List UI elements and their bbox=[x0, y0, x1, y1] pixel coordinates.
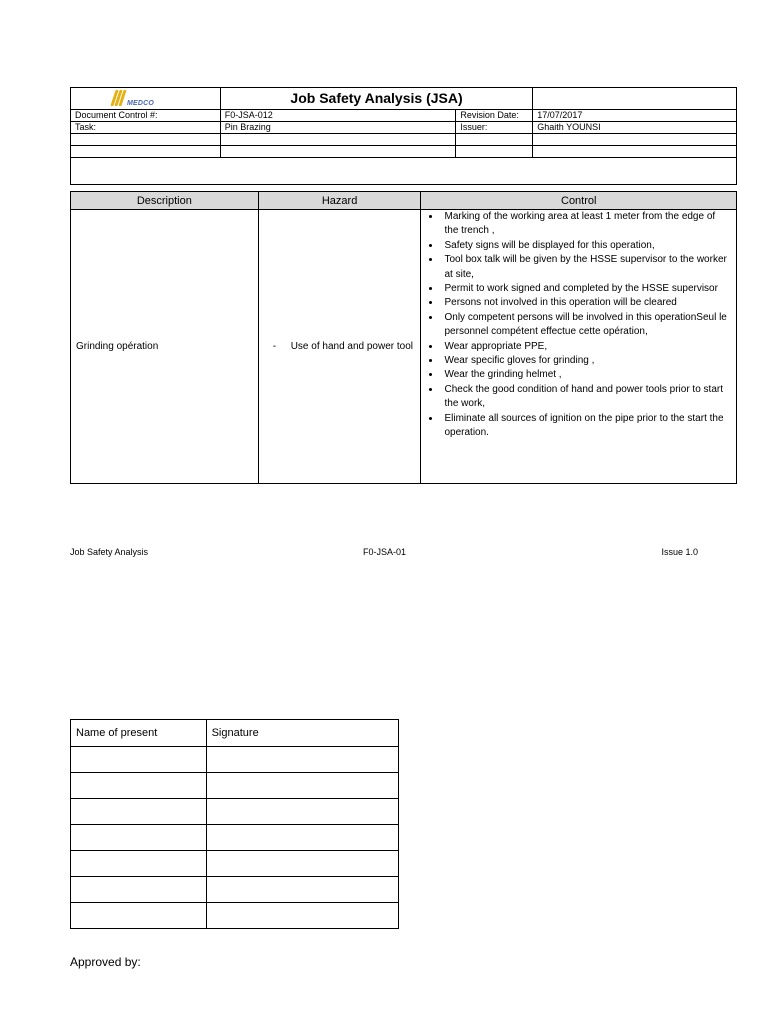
page-title: Job Safety Analysis (JSA) bbox=[220, 88, 533, 110]
logo-text: MEDCO bbox=[127, 100, 155, 107]
control-item: Only competent persons will be involved in this operationSeul le personnel compétent effectue cette opération, bbox=[444, 311, 731, 340]
description-cell: Grinding opération bbox=[71, 210, 259, 484]
control-item: Check the good condition of hand and power tools prior to start the work, bbox=[444, 383, 731, 412]
issuer-value: Ghaith YOUNSI bbox=[533, 122, 737, 134]
control-item: Tool box talk will be given by the HSSE supervisor to the worker at site, bbox=[444, 253, 731, 282]
table-row bbox=[71, 851, 399, 877]
document-control-value: F0-JSA-012 bbox=[220, 110, 456, 122]
column-header-hazard: Hazard bbox=[258, 192, 421, 210]
control-list bbox=[426, 210, 731, 441]
control-item: Marking of the working area at least 1 meter from the edge of the trench , bbox=[444, 210, 731, 239]
document-control-label: Document Control #: bbox=[71, 110, 221, 122]
medco-logo bbox=[75, 88, 216, 109]
control-item: Safety signs will be displayed for this operation, bbox=[444, 239, 731, 253]
footer-right: Issue 1.0 bbox=[661, 547, 698, 557]
control-item: Wear specific gloves for grinding , bbox=[444, 354, 731, 368]
task-value: Pin Brazing bbox=[220, 122, 456, 134]
approved-by-label: Approved by: bbox=[70, 955, 141, 969]
issuer-label: Issuer: bbox=[456, 122, 533, 134]
header-blank-row bbox=[71, 158, 737, 185]
hazard-cell bbox=[258, 210, 421, 484]
hazard-text: Use of hand and power tool bbox=[290, 341, 414, 352]
title-blank-cell bbox=[533, 88, 737, 110]
revision-date-value: 17/07/2017 bbox=[533, 110, 737, 122]
jsa-table bbox=[70, 191, 737, 484]
logo-cell bbox=[71, 88, 221, 110]
footer-left: Job Safety Analysis bbox=[70, 547, 149, 557]
table-row bbox=[71, 877, 399, 903]
attendance-table bbox=[70, 719, 399, 929]
header-table bbox=[70, 87, 737, 185]
hazard-dash: - bbox=[272, 341, 277, 352]
name-of-present-header: Name of present bbox=[71, 720, 207, 747]
footer-center: F0-JSA-01 bbox=[363, 547, 407, 557]
table-row bbox=[71, 747, 399, 773]
table-row bbox=[71, 903, 399, 929]
control-item: Wear the grinding helmet , bbox=[444, 368, 731, 382]
control-item: Eliminate all sources of ignition on the pipe prior to the start the operation. bbox=[444, 412, 731, 441]
control-item: Permit to work signed and completed by the HSSE supervisor bbox=[444, 282, 731, 296]
table-row bbox=[71, 825, 399, 851]
control-cell bbox=[421, 210, 737, 484]
revision-date-label: Revision Date: bbox=[456, 110, 533, 122]
control-item: Wear appropriate PPE, bbox=[444, 340, 731, 354]
column-header-description: Description bbox=[71, 192, 259, 210]
task-label: Task: bbox=[71, 122, 221, 134]
column-header-control: Control bbox=[421, 192, 737, 210]
signature-header: Signature bbox=[206, 720, 398, 747]
control-item: Persons not involved in this operation will be cleared bbox=[444, 296, 731, 310]
table-row bbox=[71, 799, 399, 825]
table-row bbox=[71, 773, 399, 799]
